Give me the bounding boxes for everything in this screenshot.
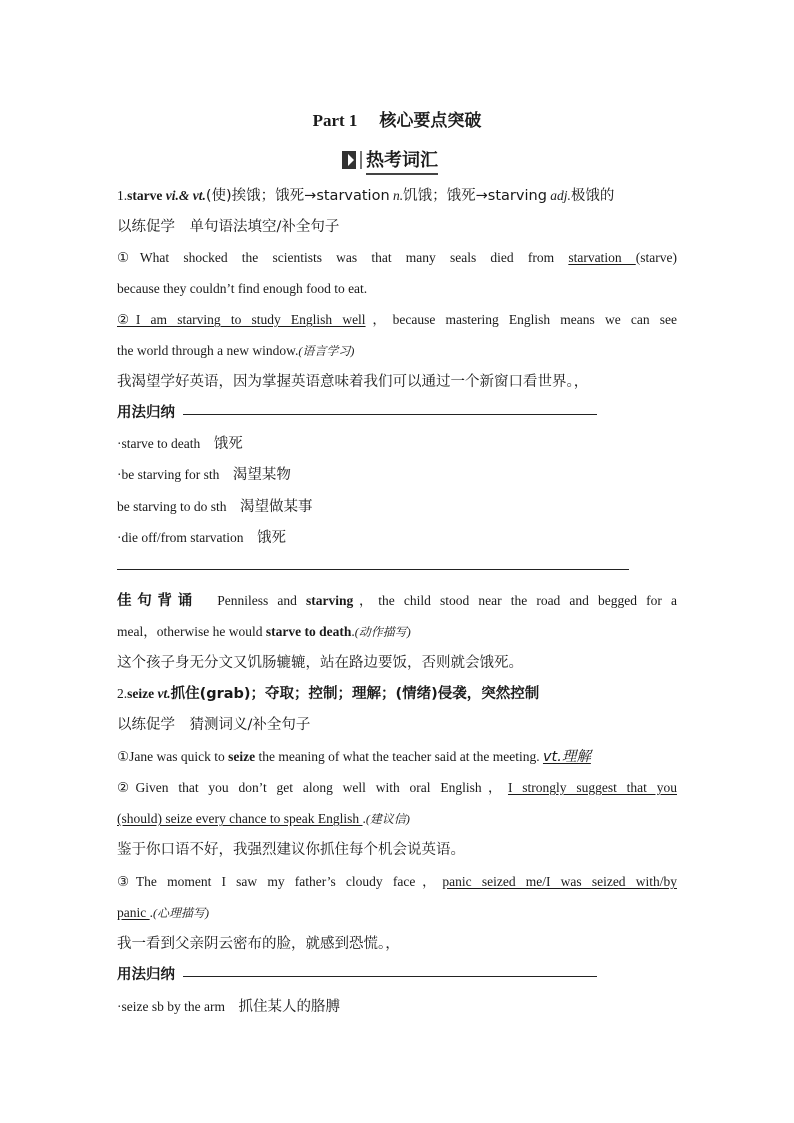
- recite-translation: 这个孩子身无分文又饥肠辘辘，站在路边要饭，否则就会饿死。: [117, 655, 523, 671]
- answer: (should) seize every chance to speak English: [117, 811, 363, 826]
- example-2-cont: (should) seize every chance to speak English .(建议信): [117, 811, 410, 826]
- usage-rule: [183, 414, 597, 415]
- usage-item: ·be starving for sth 渴望某物: [117, 467, 291, 483]
- example-2: ②I am starving to study English well，because mastering English means we can see: [117, 312, 677, 327]
- usage-item: ·starve to death 饿死: [117, 436, 243, 452]
- practice-label: 以练促学 单句语法填空/补全句子: [117, 219, 340, 235]
- example-1-cont: because they couldn’t find enough food to eat.: [117, 281, 368, 296]
- usage-item: be starving to do sth 渴望做某事: [117, 499, 313, 515]
- section-label: 热考词汇: [366, 146, 438, 175]
- usage-label: 用法归纳: [117, 967, 175, 983]
- example-1: ①What shocked the scientists was that many seals died from starvation (starve): [117, 250, 677, 265]
- recite-sentence: 佳句背诵 Penniless and starving，the child stood near the road and begged for a: [117, 593, 678, 609]
- answer: vt.理解: [542, 749, 591, 765]
- entry-starve-headword: 1.starve vi.& vt.(使)挨饿；饿死→starvation n.饥饿；饿死→starving adj.极饿的: [117, 188, 615, 204]
- section-header: [342, 148, 438, 172]
- practice-label: 以练促学 猜测词义/补全句子: [117, 717, 311, 733]
- example-3: ③The moment I saw my father’s cloudy face，panic seized me/I was seized with/by: [117, 874, 677, 889]
- headword: seize: [127, 686, 155, 701]
- usage-end-rule: [117, 569, 629, 570]
- answer: I strongly suggest that you: [507, 780, 677, 795]
- part-label: Part 1: [312, 111, 358, 130]
- divider-bar-icon: [360, 151, 362, 169]
- usage-item: ·die off/from starvation 饿死: [117, 530, 286, 546]
- usage-rule: [183, 976, 597, 977]
- example-1: ①Jane was quick to seize the meaning of what the teacher said at the meeting. vt.理解: [117, 749, 591, 765]
- example-3-cont: panic .(心理描写): [117, 905, 209, 920]
- recite-label: 佳句背诵: [117, 593, 198, 609]
- headword: starve: [127, 188, 163, 203]
- example-2-cont: the world through a new window.(语言学习): [117, 343, 355, 358]
- answer: starvation: [568, 250, 636, 265]
- example-2: ②Given that you don’t get along well with oral English，I strongly suggest that you: [117, 780, 677, 795]
- play-marker-icon: [342, 151, 356, 169]
- part-heading: 核心要点突破: [379, 111, 482, 131]
- usage-item: ·seize sb by the arm 抓住某人的胳膊: [117, 999, 340, 1015]
- example-2-translation: 我渴望学好英语，因为掌握英语意味着我们可以通过一个新窗口看世界。，: [117, 374, 589, 390]
- answer: ②I am starving to study English well: [117, 312, 366, 327]
- entry-seize-headword: 2.seize vt.抓住(grab)；夺取；控制；理解；(情绪)侵袭，突然控制: [117, 686, 540, 702]
- page-title: [0, 106, 794, 131]
- answer: panic: [117, 905, 150, 920]
- usage-label: 用法归纳: [117, 405, 175, 421]
- recite-sentence-cont: meal，otherwise he would starve to death.(动作描写): [117, 624, 411, 639]
- example-3-translation: 我一看到父亲阴云密布的脸，就感到恐慌。，: [117, 936, 400, 952]
- example-2-translation: 鉴于你口语不好，我强烈建议你抓住每个机会说英语。: [117, 842, 465, 858]
- answer: panic seized me/I was seized with/by: [442, 874, 677, 889]
